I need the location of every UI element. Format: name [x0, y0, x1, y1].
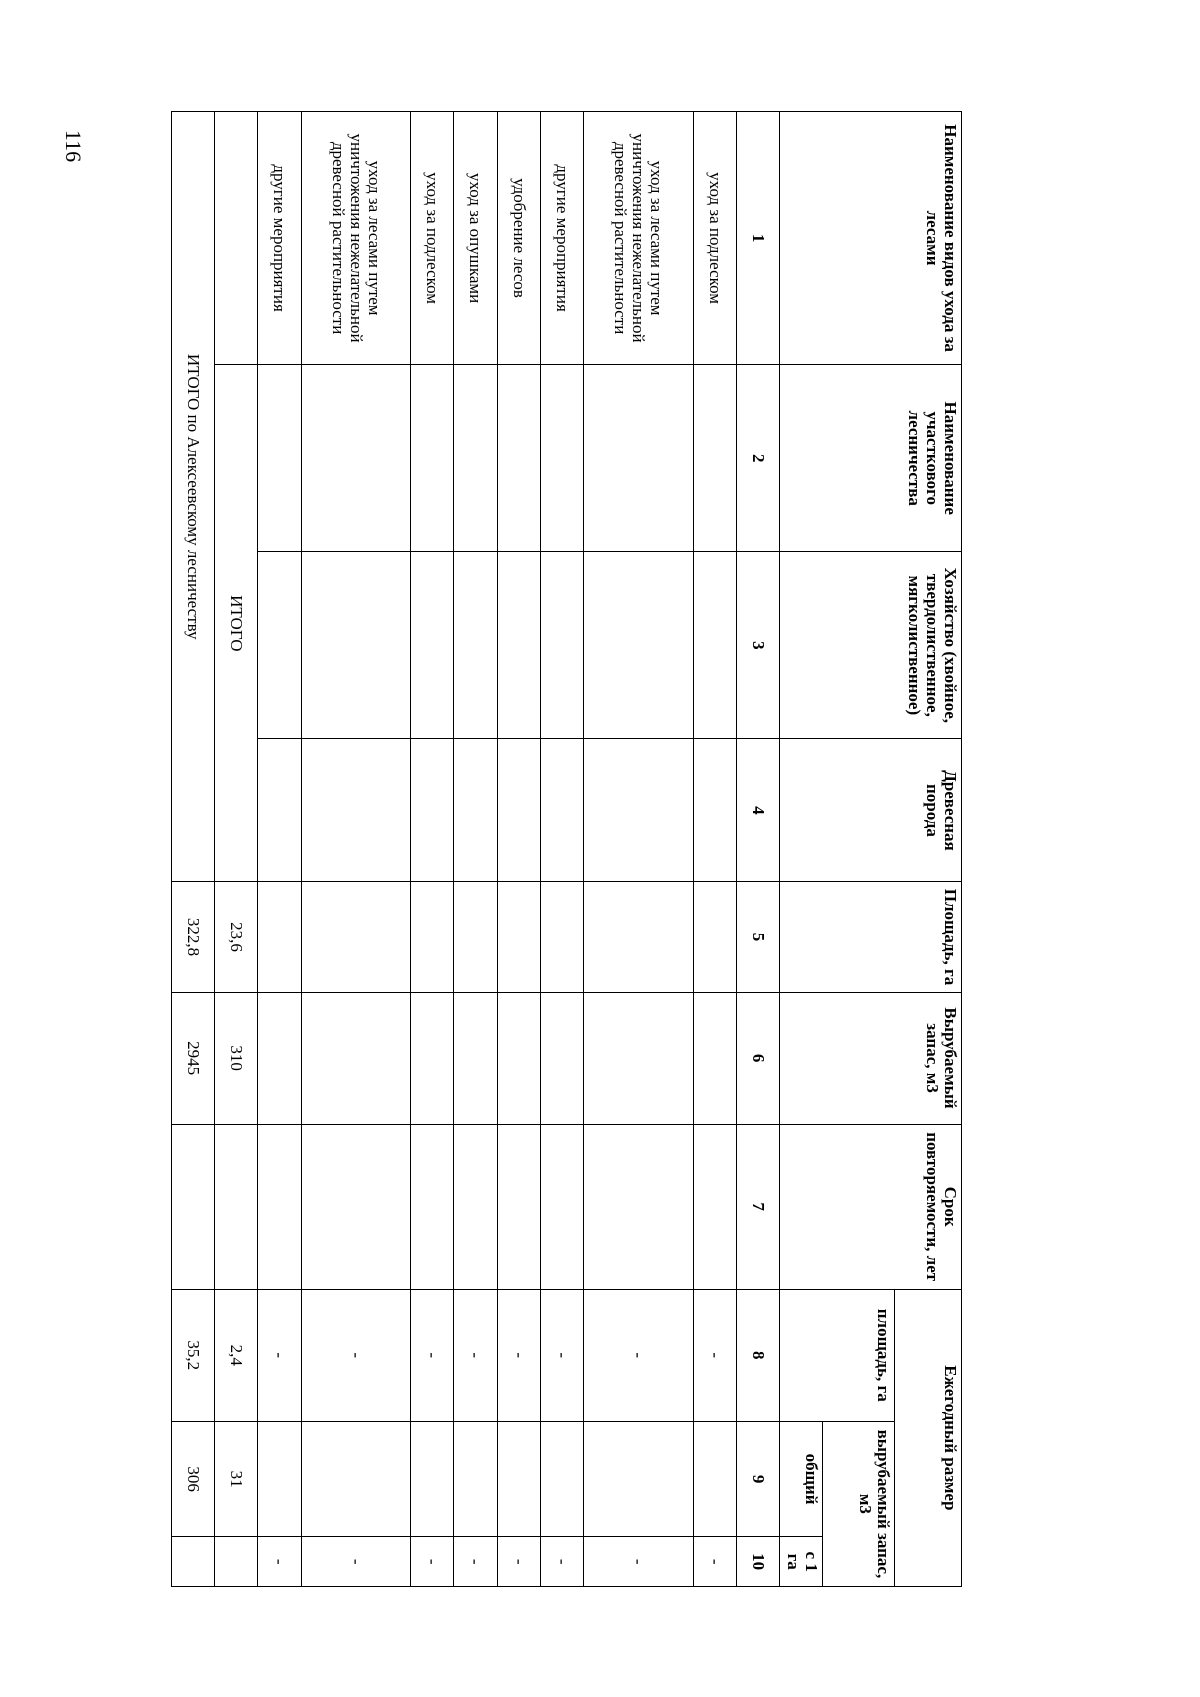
table-row — [454, 112, 497, 1587]
itogo-annual-area: 2,4 — [215, 1289, 258, 1421]
annual-area-cell: - — [497, 1289, 540, 1421]
page-number: 116 — [61, 129, 86, 163]
annual-volume-per-ha-cell: - — [693, 1537, 736, 1587]
col-number: 3 — [736, 552, 779, 739]
annual-volume-per-ha-cell: - — [497, 1537, 540, 1587]
table-row — [411, 112, 454, 1587]
annual-area-cell: - — [411, 1289, 454, 1421]
annual-area-cell: - — [693, 1289, 736, 1421]
care-type-cell: удобрение лесов — [497, 112, 540, 365]
table-row — [497, 112, 540, 1587]
col-number: 6 — [736, 992, 779, 1124]
annual-area-cell: - — [454, 1289, 497, 1421]
annual-area-cell: - — [540, 1289, 583, 1421]
itogo-row — [215, 112, 258, 1587]
annual-volume-total-cell — [258, 1421, 301, 1537]
itogo-label: ИТОГО — [215, 365, 258, 882]
table-row — [693, 112, 736, 1587]
header-annual-volume: вырубаемый запас, м3 — [822, 1421, 894, 1586]
care-type-cell: уход за подлеском — [411, 112, 454, 365]
forest-care-table — [171, 111, 962, 1587]
header-annual-area: площадь, га — [780, 1289, 895, 1421]
annual-volume-total-cell — [301, 1421, 411, 1537]
table-row — [258, 112, 301, 1587]
itogo-volume: 310 — [215, 992, 258, 1124]
header-volume: Вырубаемый запас, м3 — [780, 992, 962, 1124]
annual-volume-total-cell — [454, 1421, 497, 1537]
table-row — [584, 112, 694, 1587]
table-container — [171, 111, 962, 1587]
header-forestry-district: Наименование участкового лесничества — [780, 365, 962, 552]
table-row — [540, 112, 583, 1587]
column-number-row — [736, 112, 779, 1587]
care-type-cell: уход за лесами путем уничтожения нежелательной древесной растительности — [584, 112, 694, 365]
itogo-annual-volume: 31 — [215, 1421, 258, 1537]
col-number: 5 — [736, 882, 779, 992]
header-economy: Хозяйство (хвойное, твердолиственное, мягколиственное) — [780, 552, 962, 739]
header-repeat-period: Срок повторяемости, лет — [780, 1124, 962, 1289]
annual-volume-per-ha-cell: - — [301, 1537, 411, 1587]
annual-volume-per-ha-cell: - — [540, 1537, 583, 1587]
col-number: 2 — [736, 365, 779, 552]
annual-volume-total-cell — [584, 1421, 694, 1537]
col-number: 8 — [736, 1289, 779, 1421]
col-number: 7 — [736, 1124, 779, 1289]
header-volume-total: общий — [780, 1421, 823, 1537]
col-number: 9 — [736, 1421, 779, 1537]
itogo-total-area: 322,8 — [172, 882, 215, 992]
itogo-total-annual-volume: 306 — [172, 1421, 215, 1537]
care-type-cell: другие мероприятия — [540, 112, 583, 365]
itogo-area: 23,6 — [215, 882, 258, 992]
col-number: 10 — [736, 1537, 779, 1587]
annual-volume-per-ha-cell: - — [584, 1537, 694, 1587]
col-number: 4 — [736, 739, 779, 882]
header-tree-species: Древесная порода — [780, 739, 962, 882]
annual-volume-total-cell — [693, 1421, 736, 1537]
itogo-total-row — [172, 112, 215, 1587]
itogo-total-label: ИТОГО по Алексеевскому лесничеству — [172, 112, 215, 882]
care-type-cell: уход за опушками — [454, 112, 497, 365]
itogo-total-volume: 2945 — [172, 992, 215, 1124]
itogo-total-annual-area: 35,2 — [172, 1289, 215, 1421]
col-number: 1 — [736, 112, 779, 365]
annual-volume-per-ha-cell: - — [411, 1537, 454, 1587]
care-type-cell: уход за лесами путем уничтожения нежелательной древесной растительности — [301, 112, 411, 365]
header-annual-size: Ежегодный размер — [894, 1289, 961, 1586]
header-volume-per-ha: с 1 га — [780, 1537, 823, 1587]
annual-volume-total-cell — [497, 1421, 540, 1537]
care-type-cell: другие мероприятия — [258, 112, 301, 365]
header-care-type: Наименование видов ухода за лесами — [780, 112, 962, 365]
annual-volume-total-cell — [411, 1421, 454, 1537]
annual-area-cell: - — [584, 1289, 694, 1421]
annual-area-cell: - — [258, 1289, 301, 1421]
table-row — [301, 112, 411, 1587]
header-area: Площадь, га — [780, 882, 962, 992]
annual-area-cell: - — [301, 1289, 411, 1421]
annual-volume-total-cell — [540, 1421, 583, 1537]
annual-volume-per-ha-cell: - — [258, 1537, 301, 1587]
annual-volume-per-ha-cell: - — [454, 1537, 497, 1587]
care-type-cell: уход за подлеском — [693, 112, 736, 365]
